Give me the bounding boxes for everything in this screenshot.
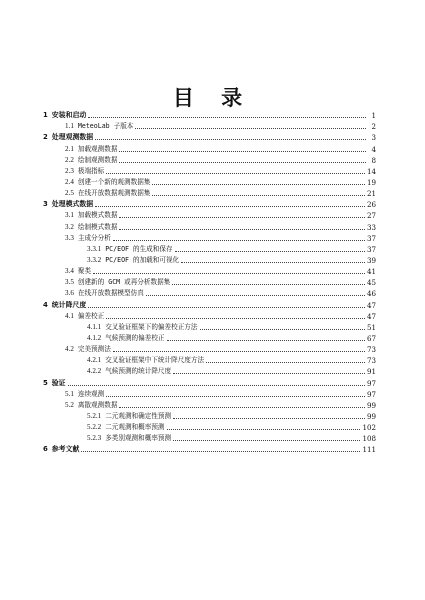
toc-entry-page-number: 26 — [366, 200, 376, 210]
toc-dot-leader — [119, 161, 366, 163]
toc-entry-page-number: 51 — [366, 322, 376, 332]
toc-dot-leader — [113, 239, 365, 241]
toc-entry[interactable] — [43, 154, 376, 165]
toc-dot-leader — [172, 283, 365, 285]
toc-entry-page-number: 8 — [371, 155, 376, 165]
toc-entry[interactable] — [43, 165, 376, 176]
toc-entry-label: 安装和启动 — [51, 111, 87, 120]
toc-entry[interactable] — [43, 421, 376, 432]
toc-entry-number: 2.1 — [65, 144, 74, 153]
toc-entry-label: 主成分分析 — [77, 233, 111, 242]
toc-entry-number: 4 — [43, 300, 48, 309]
toc-entry-label: 处理观测数据 — [51, 133, 94, 142]
toc-dot-leader — [152, 183, 365, 185]
toc-entry-label: 处理模式数据 — [51, 200, 94, 209]
toc-entry[interactable] — [43, 209, 376, 220]
toc-dot-leader — [119, 228, 365, 230]
toc-dot-leader — [119, 150, 366, 152]
toc-entry-number: 6 — [43, 445, 48, 454]
toc-entry-page-number: 37 — [366, 233, 376, 243]
toc-entry-page-number: 2 — [371, 122, 376, 132]
toc-entry[interactable] — [43, 376, 376, 387]
toc-dot-leader — [167, 339, 365, 341]
toc-entry[interactable] — [43, 220, 376, 231]
toc-entry-number: 5.1 — [65, 389, 74, 398]
toc-dot-leader — [119, 216, 365, 218]
toc-dot-leader — [173, 417, 365, 419]
toc-entry[interactable] — [43, 265, 376, 276]
toc-entry-number: 3 — [43, 200, 48, 209]
toc-entry[interactable] — [43, 410, 376, 421]
toc-entry[interactable] — [43, 443, 376, 454]
toc-entry-page-number: 27 — [366, 211, 376, 221]
toc-entry[interactable] — [43, 276, 376, 287]
toc-entry-number: 3.3 — [65, 233, 74, 242]
toc-entry-number: 5.2.2 — [87, 423, 102, 432]
toc-entry-label: PC/EOF 的加载和可视化 — [105, 255, 180, 264]
toc-entry[interactable] — [43, 365, 376, 376]
toc-entry-label: 二元观测和概率预测 — [105, 423, 165, 432]
toc-entry-number: 4.1.1 — [87, 322, 102, 331]
toc-entry-number: 2.5 — [65, 189, 74, 198]
toc-entry-label: PC/EOF 的生成和保存 — [105, 244, 173, 253]
toc-entry[interactable] — [43, 332, 376, 343]
toc-entry-number: 1 — [43, 111, 48, 120]
toc-entry-label: 偏差校正 — [77, 311, 105, 320]
toc-dot-leader — [146, 294, 365, 296]
toc-entry-number: 2.3 — [65, 166, 74, 175]
toc-dot-leader — [95, 205, 365, 207]
toc-entry-page-number: 97 — [366, 389, 376, 399]
toc-entry-number: 4.1 — [65, 311, 74, 320]
toc-dot-leader — [81, 450, 360, 452]
toc-entry-page-number: 111 — [362, 445, 376, 455]
toc-entry-label: 验证 — [51, 378, 66, 387]
toc-entry-page-number: 47 — [366, 311, 376, 321]
toc-entry-page-number: 45 — [366, 278, 376, 288]
toc-entry-page-number: 73 — [366, 345, 376, 355]
toc-entry[interactable] — [43, 131, 376, 142]
toc-dot-leader — [206, 361, 365, 363]
toc-entry-label: 极端指标 — [77, 166, 105, 175]
toc-entry-page-number: 67 — [366, 333, 376, 343]
toc-entry-page-number: 39 — [366, 255, 376, 265]
toc-entry-number: 3.1 — [65, 211, 74, 220]
toc-entry-number: 3.4 — [65, 267, 74, 276]
toc-entry-label: 在线开放数据观测数据集 — [77, 189, 151, 198]
toc-entry-page-number: 14 — [366, 166, 376, 176]
toc-dot-leader — [88, 116, 366, 118]
toc-dot-leader — [93, 272, 365, 274]
toc-entry-page-number: 99 — [366, 400, 376, 410]
toc-entry[interactable] — [43, 109, 376, 120]
toc-entry-page-number: 91 — [366, 367, 376, 377]
toc-entry[interactable] — [43, 254, 376, 265]
toc-entry-number: 3.6 — [65, 289, 74, 298]
toc-entry[interactable] — [43, 243, 376, 254]
table-of-contents — [43, 109, 376, 454]
toc-entry-number: 4.2 — [65, 345, 74, 354]
toc-entry[interactable] — [43, 187, 376, 198]
toc-entry-number: 5.2 — [65, 400, 74, 409]
toc-entry[interactable] — [43, 232, 376, 243]
toc-dot-leader — [175, 250, 365, 252]
toc-entry-label: 聚类 — [77, 267, 92, 276]
toc-entry[interactable] — [43, 142, 376, 153]
toc-entry-label: 在线开放数据模型仿真 — [77, 289, 144, 298]
toc-entry-page-number: 47 — [366, 300, 376, 310]
toc-entry-number: 3.3.2 — [87, 255, 102, 264]
toc-entry[interactable] — [43, 399, 376, 410]
toc-entry-number: 5 — [43, 378, 48, 387]
toc-entry-number: 5.2.1 — [87, 411, 102, 420]
toc-entry-number: 3.2 — [65, 222, 74, 231]
toc-entry-label: 交叉验证框架中下统计降尺度方法 — [105, 356, 205, 365]
toc-entry-page-number: 46 — [366, 289, 376, 299]
toc-entry-number: 3.3.1 — [87, 244, 102, 253]
toc-entry-page-number: 97 — [366, 378, 376, 388]
toc-entry[interactable] — [43, 432, 376, 443]
toc-entry-label: 气候预测的偏差校正 — [105, 333, 165, 342]
toc-entry-page-number: 21 — [366, 189, 376, 199]
toc-dot-leader — [106, 317, 365, 319]
toc-entry-label: 绘制模式数据 — [77, 222, 118, 231]
toc-dot-leader — [200, 328, 365, 330]
toc-entry-label: 二元观测和确定性预测 — [105, 411, 172, 420]
toc-dot-leader — [173, 439, 360, 441]
toc-entry[interactable] — [43, 287, 376, 298]
toc-entry[interactable] — [43, 298, 376, 309]
toc-entry-label: 加载观测数据 — [77, 144, 118, 153]
toc-entry[interactable] — [43, 343, 376, 354]
toc-dot-leader — [88, 306, 365, 308]
toc-dot-leader — [95, 138, 366, 140]
toc-dot-leader — [135, 127, 366, 129]
toc-entry-number: 4.2.1 — [87, 356, 102, 365]
toc-entry-page-number: 4 — [371, 144, 376, 154]
toc-entry-page-number: 108 — [362, 434, 376, 444]
toc-entry[interactable] — [43, 388, 376, 399]
toc-entry-page-number: 1 — [371, 111, 376, 121]
toc-entry-label: 气候预测的统计降尺度 — [105, 367, 172, 376]
toc-dot-leader — [106, 395, 365, 397]
toc-entry[interactable] — [43, 321, 376, 332]
toc-dot-leader — [167, 428, 361, 430]
toc-entry-label: 加载模式数据 — [77, 211, 118, 220]
toc-dot-leader — [181, 261, 365, 263]
toc-entry[interactable] — [43, 310, 376, 321]
toc-entry-page-number: 102 — [362, 423, 376, 433]
toc-dot-leader — [152, 194, 365, 196]
toc-entry-page-number: 37 — [366, 244, 376, 254]
toc-entry-label: 创建新的 GCM 或再分析数据集 — [77, 278, 171, 287]
toc-entry-page-number: 99 — [366, 411, 376, 421]
toc-entry-page-number: 41 — [366, 267, 376, 277]
toc-entry-page-number: 3 — [371, 133, 376, 143]
toc-entry-number: 4.1.2 — [87, 333, 102, 342]
toc-entry-label: 连续观测 — [77, 389, 105, 398]
toc-entry[interactable] — [43, 354, 376, 365]
toc-entry-number: 2 — [43, 133, 48, 142]
toc-entry-number: 2.4 — [65, 177, 74, 186]
toc-entry-label: 交叉验证框架下的偏差校正方法 — [105, 322, 198, 331]
toc-entry-page-number: 33 — [366, 222, 376, 232]
toc-dot-leader — [173, 372, 365, 374]
toc-entry-label: 多类别观测和概率预测 — [105, 434, 172, 443]
toc-entry-number: 2.2 — [65, 155, 74, 164]
toc-entry-label: 参考文献 — [51, 445, 80, 454]
toc-dot-leader — [106, 172, 365, 174]
toc-entry[interactable] — [43, 198, 376, 209]
toc-entry-label: 绘制观测数据 — [77, 155, 118, 164]
toc-entry[interactable] — [43, 176, 376, 187]
toc-dot-leader — [119, 406, 365, 408]
page-title: 目 录 — [172, 85, 253, 110]
toc-entry-label: 完美预测法 — [77, 345, 111, 354]
toc-entry-number: 3.5 — [65, 278, 74, 287]
toc-dot-leader — [113, 350, 365, 352]
toc-entry-label: 创建一个新的观测数据集 — [77, 177, 151, 186]
toc-entry-number: 4.2.2 — [87, 367, 102, 376]
toc-entry[interactable] — [43, 120, 376, 131]
toc-entry-number: 1.1 — [65, 122, 74, 131]
toc-entry-page-number: 73 — [366, 356, 376, 366]
toc-entry-number: 5.2.3 — [87, 434, 102, 443]
toc-dot-leader — [68, 384, 365, 386]
toc-entry-label: MeteoLab 子版本 — [77, 122, 134, 131]
toc-entry-label: 统计降尺度 — [51, 300, 87, 309]
toc-entry-label: 离散观测数据 — [77, 400, 118, 409]
toc-entry-page-number: 19 — [366, 177, 376, 187]
